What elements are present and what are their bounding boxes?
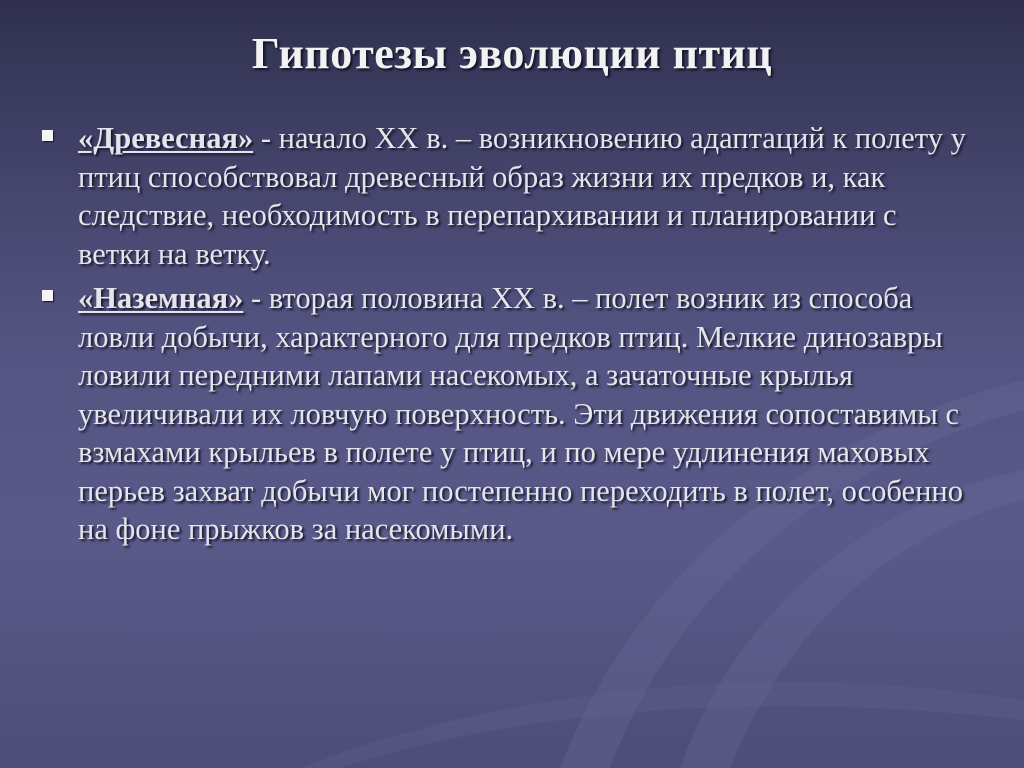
bullet-item-arboreal <box>40 119 970 273</box>
slide-title: Гипотезы эволюции птиц <box>251 29 773 78</box>
bullet-list <box>40 119 970 555</box>
hypothesis-description-terrestrial: - вторая половина XX в. – полет возник из способа ловли добычи, характерного для предков птиц. Мелкие динозавры ловили передними лапами насекомых, а зачаточные крылья увеличивали их ловчую поверхность. Эти движения сопоставимы с взмахами крыльев в полете у птиц, и по мере удлинения маховых перьев захват добычи мог постепенно переходить в полет, особенно на фоне прыжков за насекомыми. <box>78 281 963 546</box>
bullet-item-terrestrial <box>40 279 970 549</box>
hypothesis-term-arboreal: «Древесная» <box>78 121 254 155</box>
square-bullet-icon <box>42 130 53 141</box>
hypothesis-description-arboreal: - начало XX в. – возникновению адаптаций к полету у птиц способствовал древесный образ жизни их предков и, как следствие, необходимость в перепархивании и планировании с ветки на ветку. <box>78 121 966 271</box>
square-bullet-icon <box>42 290 53 301</box>
hypothesis-term-terrestrial: «Наземная» <box>78 281 244 315</box>
